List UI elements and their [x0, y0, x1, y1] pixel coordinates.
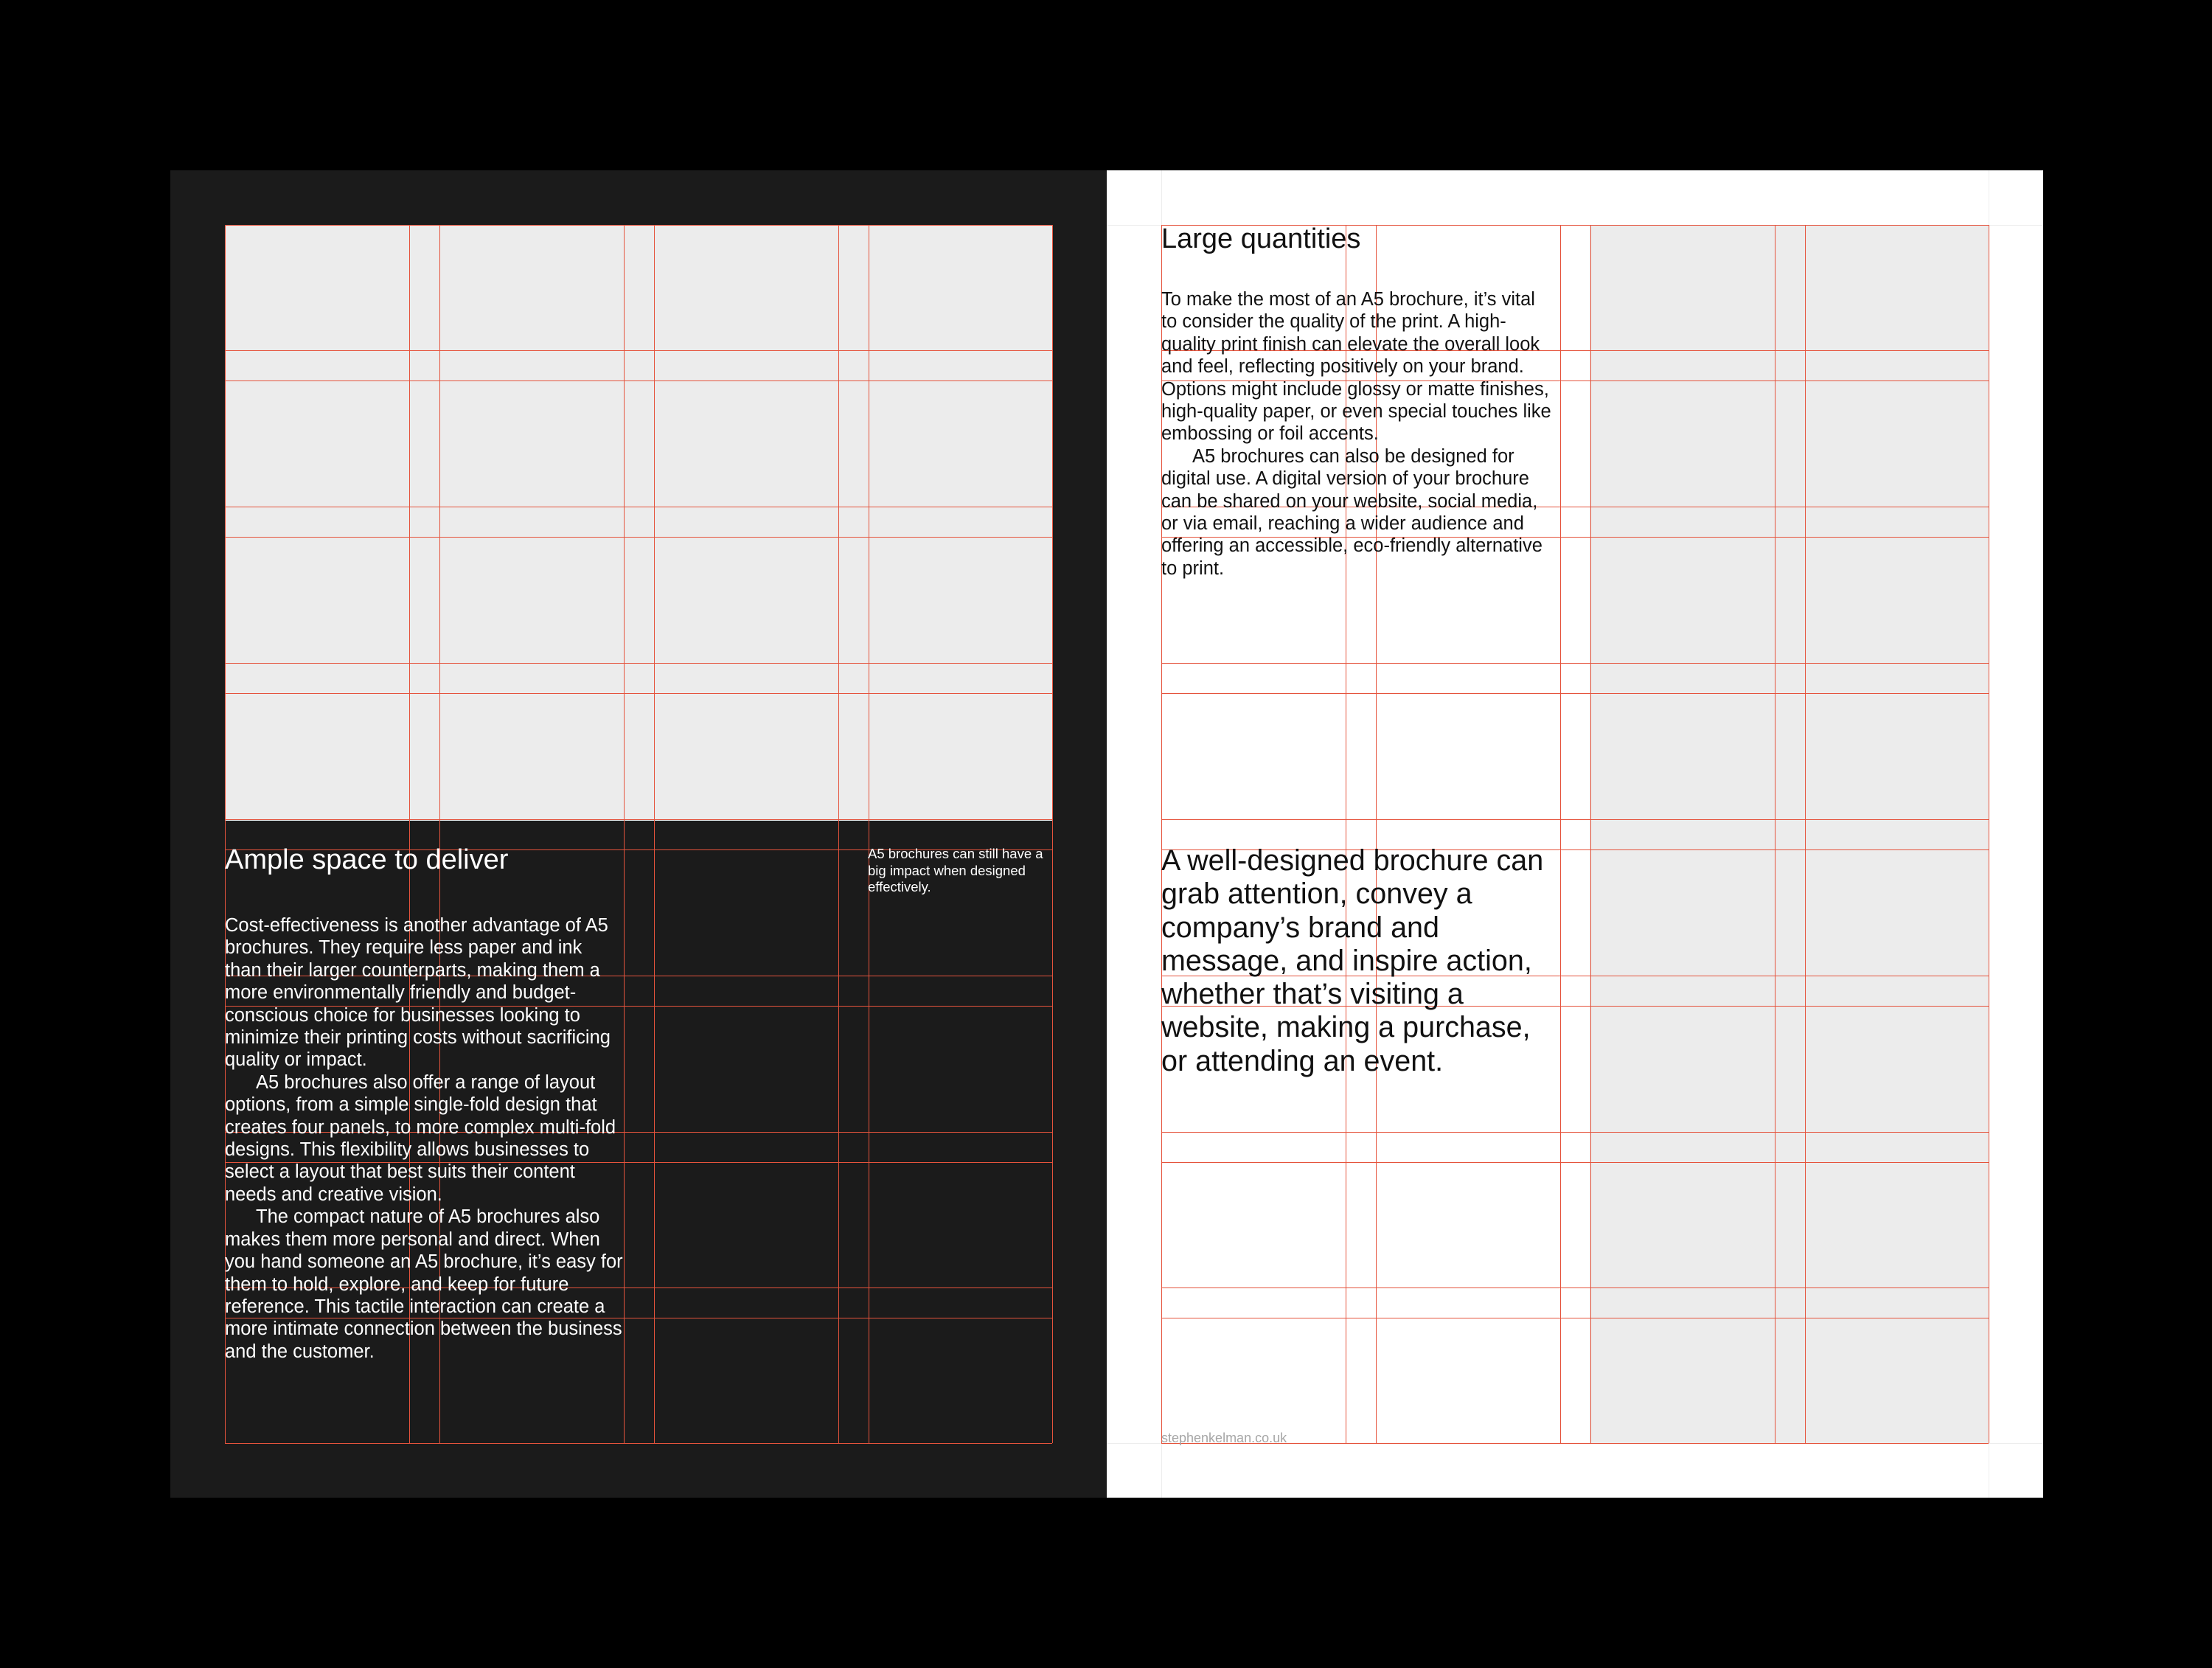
body-text — [225, 914, 623, 1363]
paragraph: To make the most of an A5 brochure, it’s vital to consider the quality of the print. A high-quality print finish can elevate the overall look and feel, reflecting positively on your brand. Options might include glossy or matte finishes, high-quality paper, or even special touches like embossing or foil accents. — [1161, 289, 1551, 445]
grid-row-line — [225, 225, 1052, 226]
grid-row-line — [225, 350, 1052, 351]
caption: A5 brochures can still have a big impact when designed effectively. — [868, 846, 1043, 894]
image-placeholder — [1590, 225, 1989, 1443]
image-placeholder — [225, 225, 1052, 821]
pull-quote: A well-designed brochure can grab attention, convey a company’s brand and message, and inspire action, whether that’s visiting a website, making a purchase, or attending an event. — [1161, 844, 1544, 1077]
grid-row-line — [225, 693, 1052, 694]
paragraph: A5 brochures can also be designed for digital use. A digital version of your brochure can be shared on your website, social media, or via email, reaching a wider audience and offering an accessible, eco-friendly alternative to print. — [1161, 445, 1543, 579]
grid-row-line — [225, 1443, 1052, 1444]
grid-column-line — [1052, 225, 1053, 1443]
grid-row-line — [225, 537, 1052, 538]
grid-row-line — [225, 380, 1052, 381]
paragraph: Cost-effectiveness is another advantage of A5 brochures. They require less paper and ink than their larger counterparts, making them a more environmentally friendly and budget-conscious choice for businesses looking to minimize their printing costs without sacrificing quality or impact. — [225, 915, 611, 1071]
section-heading: Ample space to deliver — [225, 844, 509, 875]
grid-column-line — [624, 225, 625, 1443]
right-page — [1107, 170, 2043, 1498]
left-page — [170, 170, 1107, 1498]
grid-row-line — [1161, 1132, 1989, 1133]
grid-column-line — [1560, 225, 1561, 1443]
body-text — [1161, 288, 1554, 580]
grid-column-line — [838, 225, 839, 1443]
website-credit: stephenkelman.co.uk — [1161, 1431, 1287, 1445]
grid-column-line — [654, 225, 655, 1443]
grid-row-line — [225, 663, 1052, 664]
paragraph: The compact nature of A5 brochures also makes them more personal and direct. When you hand someone an A5 brochure, it’s easy for them to hold, explore, and keep for future reference. This tactile interaction can create a more intimate connection between the business and the customer. — [225, 1206, 623, 1362]
grid-row-line — [1161, 663, 1989, 664]
grid-column-line — [1590, 225, 1591, 1443]
grid-row-line — [225, 819, 1052, 820]
paragraph: A5 brochures also offer a range of layout options, from a simple single-fold design that creates four panels, to more complex multi-fold designs. This flexibility allows businesses to select a layout that best suits their content needs and creative vision. — [225, 1071, 616, 1205]
grid-row-line — [1161, 819, 1989, 820]
grid-row-line — [1161, 693, 1989, 694]
grid-row-line — [1161, 1162, 1989, 1163]
grid-column-line — [1805, 225, 1806, 1443]
section-heading: Large quantities — [1161, 223, 1361, 254]
